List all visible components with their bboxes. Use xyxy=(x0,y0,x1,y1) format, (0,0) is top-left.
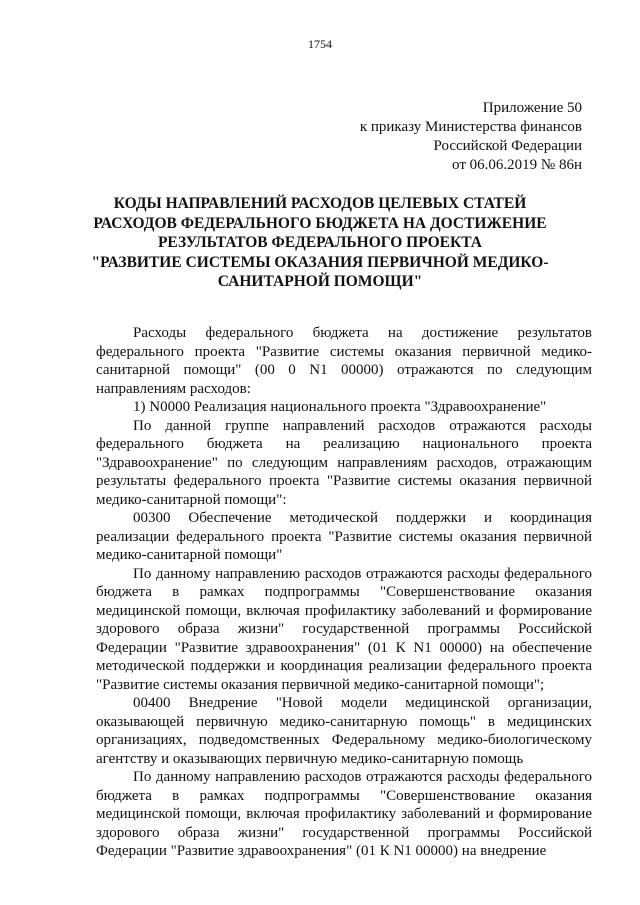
title-line: САНИТАРНОЙ ПОМОЩИ" xyxy=(217,273,423,290)
title-line: РЕЗУЛЬТАТОВ ФЕДЕРАЛЬНОГО ПРОЕКТА xyxy=(157,234,483,251)
body-paragraph: По данному направлению расходов отражаются расходы федерального бюджета в рамках подпрограммы "Совершенствование оказания медицинской помощи, включая профилактику заболеваний и формирование здорового образа жизни" государственной программы Российской Федерации "Развитие здравоохранения" (01 К N1 00000) на обеспечение методической поддержки и координация реализации федерального проекта "Развитие системы оказания первичной медико-санитарной помощи"; xyxy=(96,565,592,693)
page-number: 1754 xyxy=(308,37,332,51)
body-paragraph: По данному направлению расходов отражаются расходы федерального бюджета в рамках подпрограммы "Совершенствование оказания медицинской помощи, включая профилактику заболеваний и формирование здорового образа жизни" государственной программы Российской Федерации "Развитие здравоохранения" (01 К N1 00000) на внедрение xyxy=(96,769,592,859)
document-title xyxy=(82,194,558,292)
appendix-block xyxy=(360,99,582,175)
title-line: КОДЫ НАПРАВЛЕНИЙ РАСХОДОВ ЦЕЛЕВЫХ СТАТЕЙ xyxy=(113,195,527,212)
body-paragraph: 00300 Обеспечение методической поддержки и координация реализации федерального проекта "Развитие системы оказания первичной медико-санитарной помощи" xyxy=(96,510,592,563)
title-line: РАСХОДОВ ФЕДЕРАЛЬНОГО БЮДЖЕТА НА ДОСТИЖЕНИЕ xyxy=(93,214,547,232)
body-paragraph: 1) N0000 Реализация национального проекта "Здравоохранение" xyxy=(133,399,547,415)
body-paragraph: 00400 Внедрение "Новой модели медицинской организации, оказывающей первичную медико-санитарную помощь" в медицинских организациях, подведомственных Федеральному медико-биологическому агентству и оказывающих первичную медико-санитарную помощь xyxy=(96,695,592,767)
appendix-line: от 06.06.2019 № 86н xyxy=(452,157,582,173)
appendix-line: к приказу Министерства финансов xyxy=(359,119,582,135)
title-line: "РАЗВИТИЕ СИСТЕМЫ ОКАЗАНИЯ ПЕРВИЧНОЙ МЕДИКО- xyxy=(91,253,549,271)
body-paragraph: По данной группе направлений расходов отражаются расходы федерального бюджета на реализацию национального проекта "Здравоохранение" по следующим направлениям расходов, отражающим результаты федерального проекта "Развитие системы оказания первичной медико-санитарной помощи": xyxy=(96,417,592,508)
document-body xyxy=(96,324,592,861)
appendix-line: Приложение 50 xyxy=(482,100,582,116)
body-paragraph: Расходы федерального бюджета на достижение результатов федерального проекта "Развитие системы оказания первичной медико-санитарной помощи" (00 0 N1 00000) отражаются по следующим направлениям расходов: xyxy=(96,325,592,397)
appendix-line: Российской Федерации xyxy=(433,138,582,154)
